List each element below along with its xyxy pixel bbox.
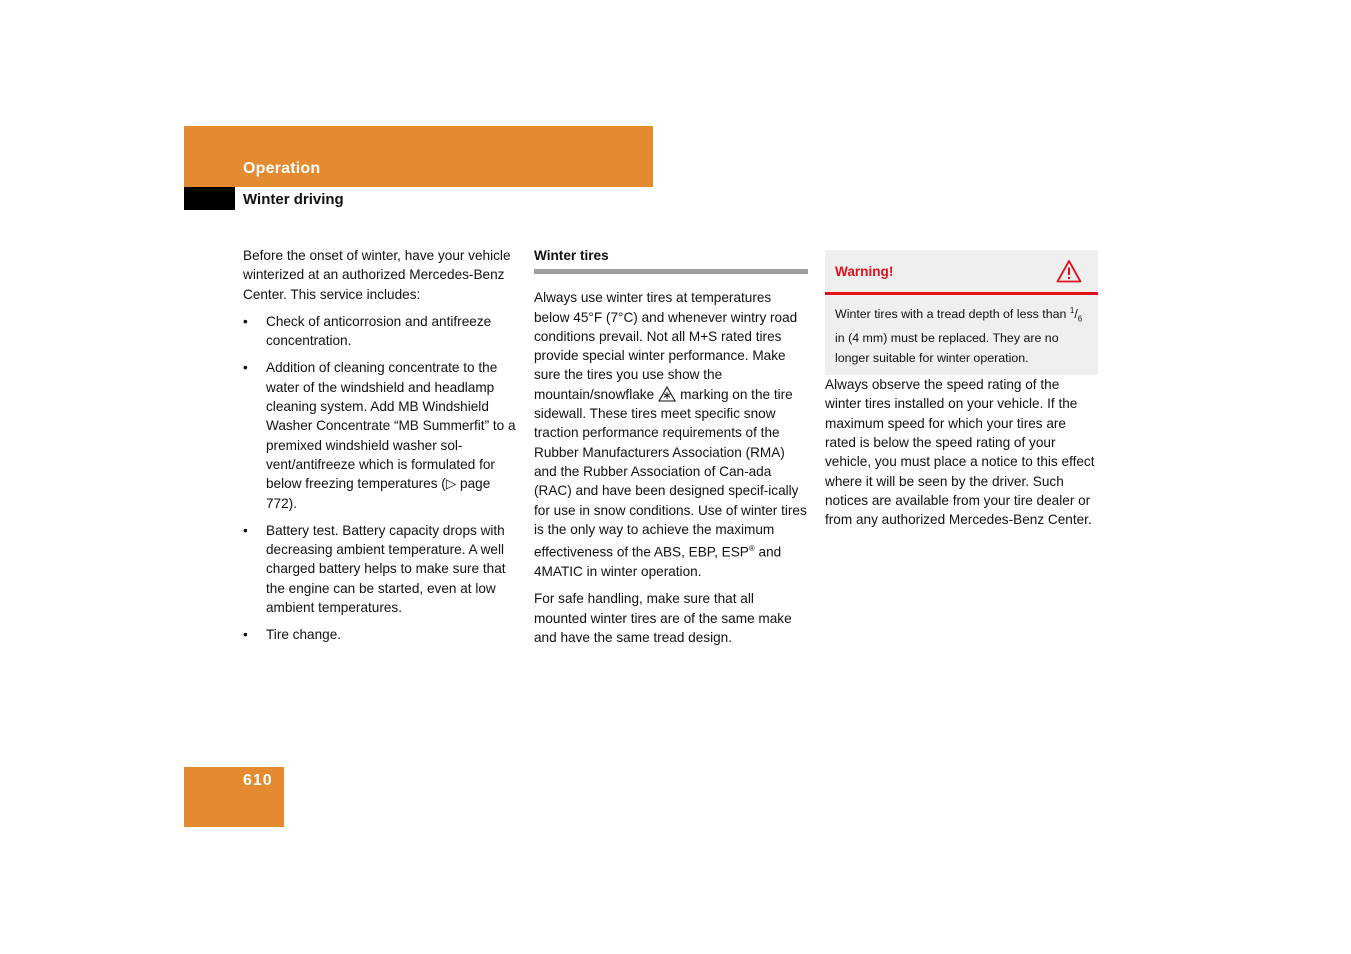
column-winterizing [243, 246, 518, 653]
warning-header [825, 250, 1098, 295]
fraction [1069, 306, 1083, 324]
registered-mark: ® [748, 544, 755, 554]
paragraph-text: Always use winter tires at temperatures below 45°F (7°C) and whenever wintry road conditions prevail. Not all M+S rated tires provide special winter performance. Make sure the tires you use show the mountain/snowflake [534, 290, 798, 402]
fraction-denominator: 6 [1077, 314, 1083, 324]
list-item [243, 625, 518, 644]
list-item [243, 358, 518, 512]
fraction-slash: / [1074, 307, 1078, 322]
page-subtitle: Winter driving [243, 191, 344, 208]
bullet: • [243, 627, 248, 643]
list-item [243, 521, 518, 617]
bullet: • [243, 360, 248, 376]
list-item-text: Tire change. [266, 627, 342, 643]
winter-tires-paragraph [534, 288, 808, 581]
column-speed-rating [825, 250, 1098, 537]
list-item-text: Check of anticorrosion and antifreeze concentration. [266, 313, 492, 349]
warning-label: Warning! [835, 264, 894, 279]
warning-text-part: Winter tires with a tread depth of less than [835, 307, 1070, 322]
winter-tires-heading: Winter tires [534, 246, 808, 274]
paragraph-text: marking on the tire sidewall. These tires meet specific snow traction performance requirements of the Rubber Manufacturers Association (RMA) and the Rubber Association of Can-ada (RAC) and have been designed specif-ically for use in snow conditions. Use of winter tires is the only way to achieve the maximum effectiveness of the ABS, EBP, ESP [534, 386, 807, 560]
list-item-text: Addition of cleaning concentrate to the water of the windshield and headlamp cleaning system. Add MB Windshield Washer Concentrate “MB Summerfit” to a premixed windshield washer sol-vent/antifreeze which is formulated for below freezing temperatures (▷ page 772). [266, 360, 516, 511]
section-title: Operation [243, 160, 321, 177]
mountain-snowflake-icon [658, 386, 676, 402]
warning-box [825, 250, 1098, 375]
list-item [243, 312, 518, 351]
warning-text [825, 295, 1098, 375]
tread-paragraph: For safe handling, make sure that all mounted winter tires are of the same make and have the same tread design. [534, 591, 792, 645]
bullet: • [243, 522, 248, 538]
speed-rating-paragraph: Always observe the speed rating of the winter tires installed on your vehicle. If the maximum speed for which your tires are rated is below the speed rating of your vehicle, you must place a notice to this effect where it will be seen by the driver. Such notices are available from your tire dealer or from any authorized Mercedes-Benz Center. [825, 377, 1095, 528]
intro-paragraph: Before the onset of winter, have your vehicle winterized at an authorized Mercedes-Benz Center. This service includes: [243, 248, 511, 302]
page-number: 610 [243, 772, 273, 789]
bullet: • [243, 313, 248, 329]
service-list [243, 312, 518, 645]
warning-triangle-icon [1056, 259, 1082, 283]
fraction-numerator: 1 [1069, 306, 1075, 315]
section-marker [184, 187, 235, 210]
warning-text-part: in (4 mm) must be replaced. They are no longer suitable for winter operation. [835, 331, 1059, 365]
paragraph-text: and 4MATIC in winter operation. [534, 544, 782, 579]
column-winter-tires [534, 246, 808, 655]
list-item-text: Battery test. Battery capacity drops with decreasing ambient temperature. A well charged battery helps to make sure that the engine can be started, even at low ambient temperatures. [266, 522, 506, 616]
